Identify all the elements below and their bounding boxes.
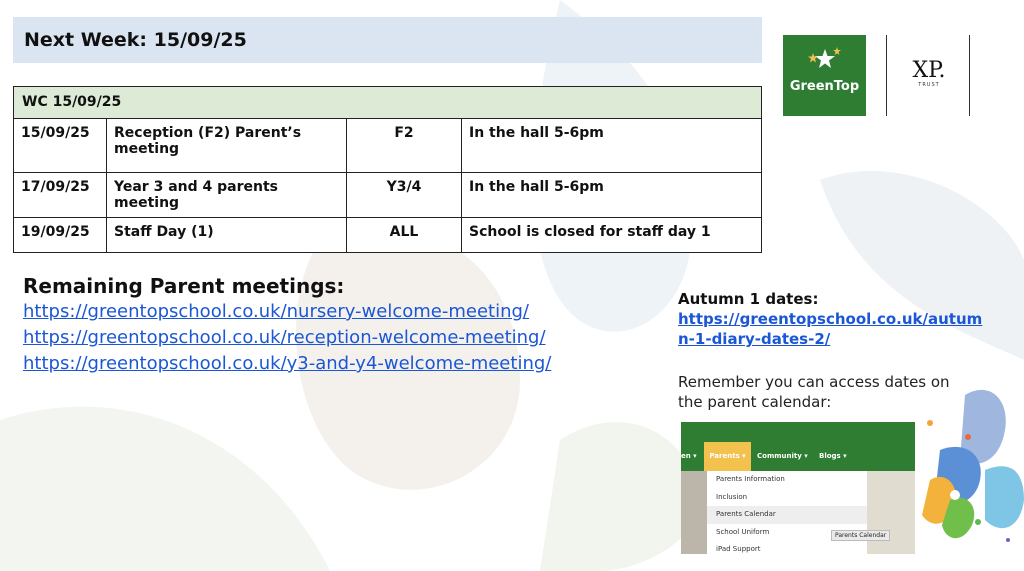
row-details: In the hall 5-6pm xyxy=(462,173,762,218)
row-details: School is closed for staff day 1 xyxy=(462,218,762,253)
screenshot-photo xyxy=(681,471,707,554)
greentop-logo-text: GreenTop xyxy=(789,79,860,94)
screenshot-photo xyxy=(867,471,915,554)
screenshot-nav xyxy=(681,442,915,471)
autumn-dates xyxy=(678,289,998,349)
week-header: WC 15/09/25 xyxy=(14,87,762,119)
table-row xyxy=(14,218,762,253)
reception-meeting-link[interactable]: https://greentopschool.co.uk/reception-welcome-meeting/ xyxy=(23,327,546,348)
nav-item-blogs: Blogs ▾ xyxy=(819,452,847,460)
page-title: Next Week: 15/09/25 xyxy=(13,17,762,63)
trust-logo-text: TRUST xyxy=(918,82,940,88)
menu-item: Inclusion xyxy=(716,492,748,501)
menu-item: School Uniform xyxy=(716,527,770,536)
row-group: F2 xyxy=(347,119,462,173)
autumn-label: Autumn 1 dates: xyxy=(678,290,819,308)
row-event: Year 3 and 4 parents meeting xyxy=(107,173,347,218)
screenshot-dropdown-menu xyxy=(707,471,867,554)
row-event: Reception (F2) Parent’s meeting xyxy=(107,119,347,173)
row-date: 15/09/25 xyxy=(14,119,107,173)
stars-icon xyxy=(783,35,866,79)
nav-item-parents: Parents ▾ xyxy=(704,442,751,471)
table-row xyxy=(14,173,762,218)
xp-trust-logo xyxy=(899,60,959,88)
schedule-table xyxy=(13,86,762,253)
nav-item-community: Community ▾ xyxy=(757,452,808,460)
menu-item: iPad Support xyxy=(716,545,761,553)
row-date: 19/09/25 xyxy=(14,218,107,253)
calendar-note: Remember you can access dates on the parent calendar: xyxy=(678,373,950,411)
logo-divider xyxy=(886,35,887,116)
row-date: 17/09/25 xyxy=(14,173,107,218)
greentop-logo xyxy=(783,35,866,116)
menu-item: Parents Information xyxy=(716,475,785,483)
xp-logo-text: XP. xyxy=(912,58,946,83)
row-group: ALL xyxy=(347,218,462,253)
remaining-heading: Remaining Parent meetings: xyxy=(23,274,345,298)
table-row xyxy=(14,119,762,173)
nav-item: en ▾ xyxy=(681,452,697,460)
row-group: Y3/4 xyxy=(347,173,462,218)
row-event: Staff Day (1) xyxy=(107,218,347,253)
nursery-meeting-link[interactable]: https://greentopschool.co.uk/nursery-welcome-meeting/ xyxy=(23,301,529,322)
autumn-dates-link[interactable]: https://greentopschool.co.uk/autumn-1-diary-dates-2/ xyxy=(678,310,983,348)
calendar-menu-screenshot xyxy=(681,422,915,554)
menu-item-parents-calendar: Parents Calendar xyxy=(707,506,867,524)
y3-y4-meeting-link[interactable]: https://greentopschool.co.uk/y3-and-y4-welcome-meeting/ xyxy=(23,353,552,374)
row-details: In the hall 5-6pm xyxy=(462,119,762,173)
remaining-meetings xyxy=(23,274,551,377)
logo-divider xyxy=(969,35,970,116)
screenshot-header-band xyxy=(681,422,915,442)
screenshot-tooltip: Parents Calendar xyxy=(831,530,890,541)
